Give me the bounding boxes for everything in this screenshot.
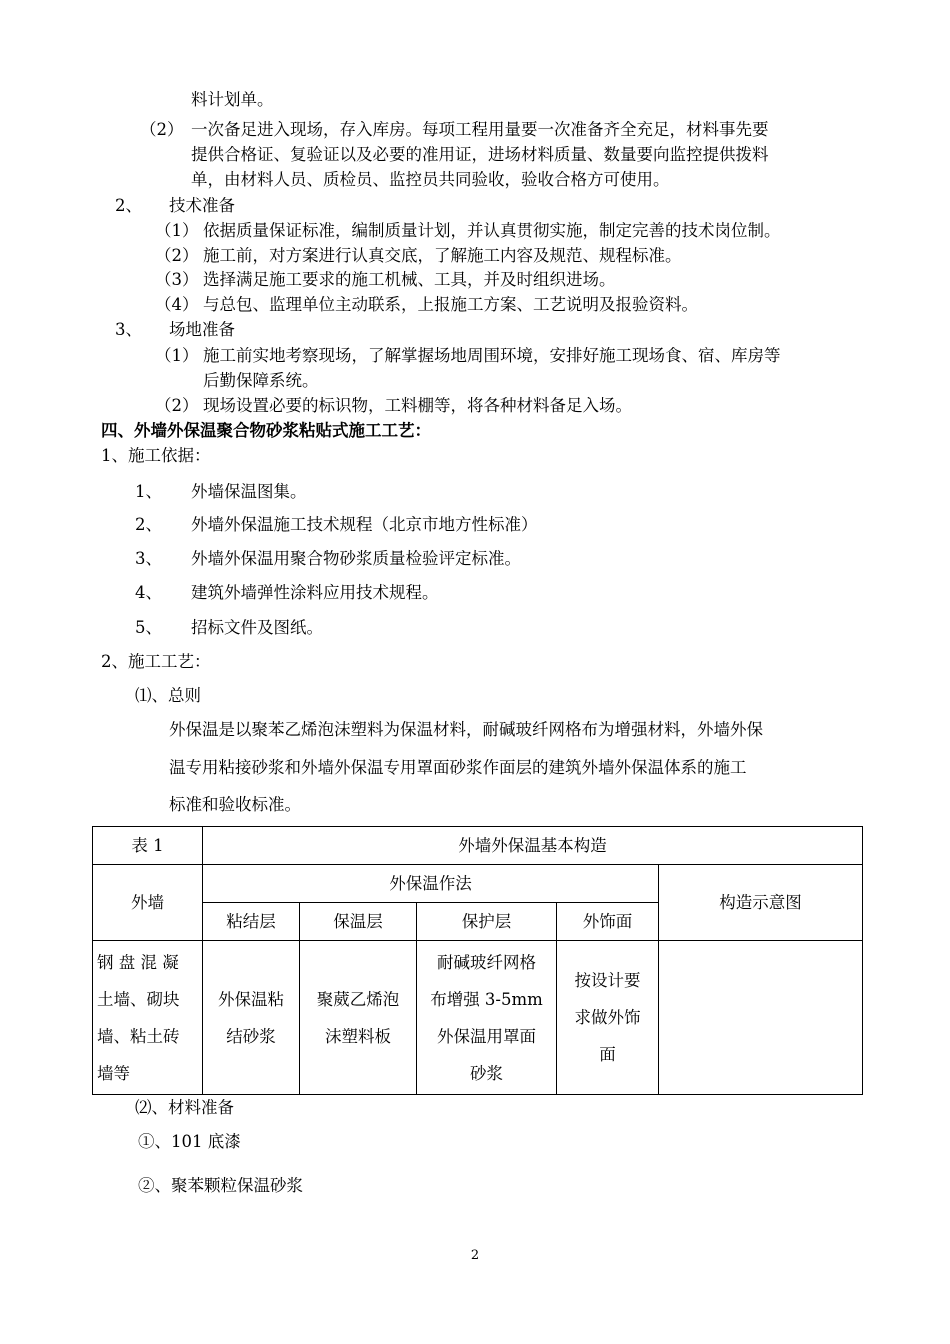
item-number: （1） — [155, 346, 199, 365]
item-number: 4、 — [135, 583, 162, 602]
cell-line: 结砂浆 — [226, 1026, 276, 1046]
item-number: （3） — [155, 270, 199, 289]
cell-line: 墙等 — [97, 1063, 130, 1083]
text-line: 一次备足进入现场，存入库房。每项工程用量要一次准备齐全充足，材料事先要 — [191, 120, 769, 139]
wall-type-cell — [93, 941, 203, 1095]
section-number: 3、 — [115, 320, 142, 339]
text-line: 招标文件及图纸。 — [191, 618, 323, 637]
table-label-cell: 表 1 — [93, 827, 203, 865]
item-number: （2） — [155, 396, 199, 415]
diagram-header-cell: 构造示意图 — [659, 865, 863, 941]
section-heading: 四、外墙外保温聚合物砂浆粘贴式施工工艺： — [101, 421, 431, 440]
construction-table — [92, 826, 863, 1095]
item-number: 1、 — [135, 482, 162, 501]
text-line: 施工前，对方案进行认真交底，了解施工内容及规范、规程标准。 — [203, 246, 682, 265]
section-number: 2、 — [115, 196, 142, 215]
text-line: 料计划单。 — [191, 90, 274, 109]
table-caption-cell: 外墙外保温基本构造 — [203, 827, 863, 865]
text-line: 选择满足施工要求的施工机械、工具，并及时组织进场。 — [203, 270, 616, 289]
item-number: （2） — [155, 246, 199, 265]
subsection-title: ⑵、材料准备 — [135, 1098, 234, 1117]
cell-line: 耐碱玻纤网格 — [437, 952, 536, 972]
text-line: 现场设置必要的标识物，工料棚等，将各种材料备足入场。 — [203, 396, 632, 415]
section-title: 技术准备 — [169, 196, 235, 215]
page-number: 2 — [470, 1248, 480, 1263]
cell-line: 按设计要 — [574, 971, 641, 990]
text-line: 外墙外保温用聚合物砂浆质量检验评定标准。 — [191, 549, 521, 568]
insulation-layer-header: 保温层 — [300, 903, 417, 941]
bond-layer-cell — [203, 941, 300, 1095]
text-line: 外保温是以聚苯乙烯泡沫塑料为保温材料，耐碱玻纤网格布为增强材料，外墙外保 — [169, 720, 763, 739]
cell-line: 外保温用罩面 — [437, 1026, 536, 1046]
text-line: 后勤保障系统。 — [203, 371, 319, 390]
cell-line: 钢 盘 混 凝 — [97, 952, 179, 972]
method-header-cell: 外保温作法 — [203, 865, 659, 903]
text-line: 标准和验收标准。 — [169, 795, 301, 814]
cell-line: 土墙、砌块 — [97, 989, 180, 1009]
section-title: 场地准备 — [169, 320, 235, 339]
text-line: 提供合格证、复验证以及必要的准用证，进场材料质量、数量要向监控提供拨料 — [191, 145, 769, 164]
subsection-title: 1、施工依据： — [101, 446, 211, 465]
cell-line: 砂浆 — [470, 1063, 503, 1083]
cell-line: 沫塑料板 — [325, 1026, 391, 1046]
diagram-cell — [659, 941, 863, 1095]
cell-line: 墙、粘土砖 — [97, 1026, 180, 1046]
text-line: 建筑外墙弹性涂料应用技术规程。 — [191, 583, 439, 602]
cell-line: 聚葳乙烯泡 — [316, 989, 400, 1009]
item-number: （1） — [155, 221, 199, 240]
cell-line: 布增强 3-5mm — [430, 989, 543, 1009]
item-number: 2、 — [135, 515, 162, 534]
insulation-layer-cell — [300, 941, 417, 1095]
text-line: 温专用粘接砂浆和外墙外保温专用罩面砂浆作面层的建筑外墙外保温体系的施工 — [169, 758, 747, 777]
protective-layer-header: 保护层 — [417, 903, 557, 941]
cell-line: 面 — [599, 1045, 616, 1064]
item-number: 3、 — [135, 549, 162, 568]
item-number: 5、 — [135, 618, 162, 637]
list-item: ①、101 底漆 — [138, 1132, 241, 1151]
list-item: ②、聚苯颗粒保温砂浆 — [138, 1176, 303, 1195]
text-line: 单，由材料人员、质检员、监控员共同验收，验收合格方可使用。 — [191, 170, 670, 189]
text-line: 依据质量保证标准，编制质量计划，并认真贯彻实施，制定完善的技术岗位制。 — [203, 221, 781, 240]
subsection-title: 2、施工工艺： — [101, 652, 211, 671]
subsection-title: ⑴、总则 — [135, 686, 201, 705]
item-number: （2） — [140, 120, 184, 139]
finish-layer-header: 外饰面 — [557, 903, 659, 941]
cell-line: 外保温粘 — [218, 989, 284, 1009]
text-line: 与总包、监理单位主动联系，上报施工方案、工艺说明及报验资料。 — [203, 295, 698, 314]
wall-header-cell: 外墙 — [93, 865, 203, 941]
text-line: 外墙保温图集。 — [191, 482, 307, 501]
finish-layer-cell — [557, 941, 659, 1095]
text-line: 施工前实地考察现场，了解掌握场地周围环境，安排好施工现场食、宿、库房等 — [203, 346, 781, 365]
bond-layer-header: 粘结层 — [203, 903, 300, 941]
text-line: 外墙外保温施工技术规程（北京市地方性标准） — [191, 515, 538, 534]
protective-layer-cell — [417, 941, 557, 1095]
cell-line: 求做外饰 — [574, 1008, 641, 1027]
item-number: （4） — [155, 295, 199, 314]
